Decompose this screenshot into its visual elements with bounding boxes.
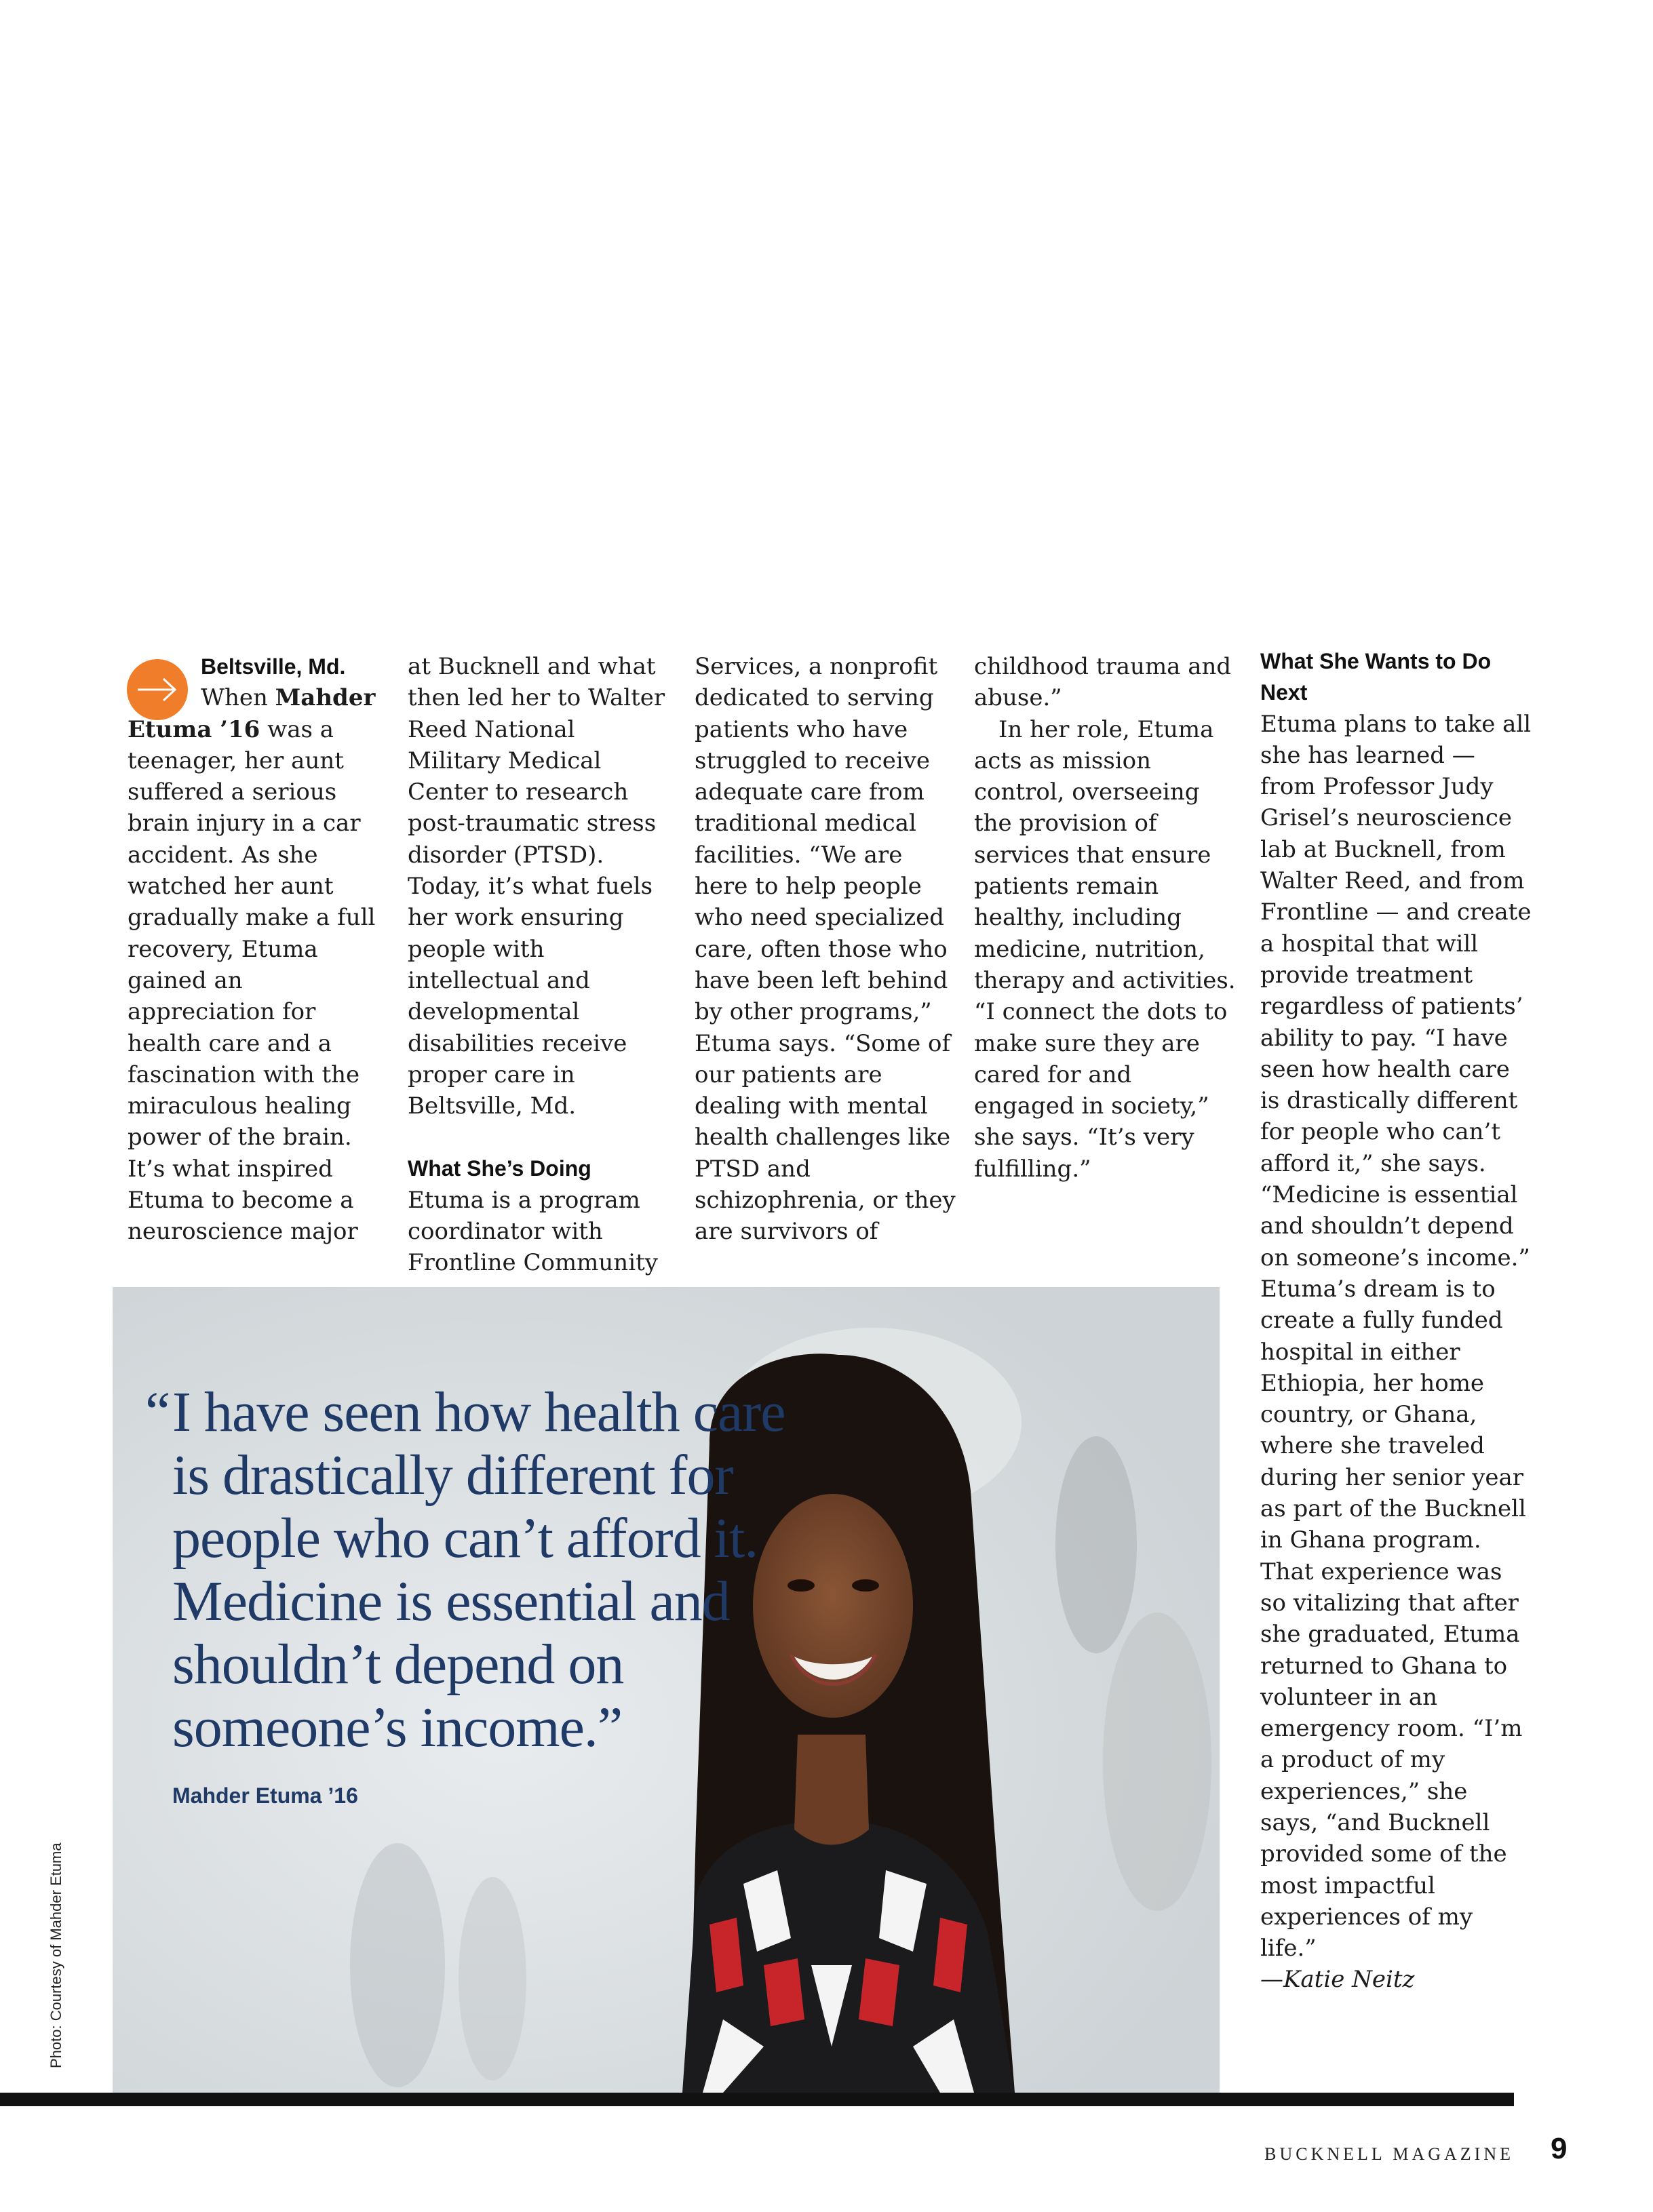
paragraph: at Bucknell and what then led her to Walter Reed National Military Medical Center to research post-traumatic stress disorder (PTSD). Today, it’s what fuels her work ensuring people with intellectual and developmental disabilities receive proper care in Beltsville, Md. <box>408 653 665 1120</box>
quote-open-mark: “ <box>145 1381 170 1444</box>
section-heading: What She’s Doing <box>408 1156 591 1181</box>
article-column-3 <box>695 651 959 1248</box>
article-column-2 <box>408 651 672 1279</box>
page-number: 9 <box>1551 2132 1568 2165</box>
lead-text-rest: was a teenager, her aunt suffered a serious brain injury in a car accident. As she watched her aunt gradually make a full recovery, Etuma gained an appreciation for health care and a fascination with the miraculous healing power of the brain. It’s what inspired Etuma to become a neuroscience major <box>128 715 376 1246</box>
lead-text-start: When <box>201 684 275 712</box>
pull-quote-text: I have seen how health care is drastically different for people who can’t afford it. Medicine is essential and shouldn’t depend on someone’s income.” <box>172 1381 785 1759</box>
dateline: Beltsville, Md. <box>201 654 346 679</box>
pull-quote <box>145 1381 798 1759</box>
paragraph: Etuma is a program coordinator with Frontline Community <box>408 1186 658 1277</box>
paragraph: In her role, Etuma acts as mission control, overseeing the provision of services that ensure patients remain healthy, including medicine, nutrition, therapy and activities. “I connect the dots to make sure they are cared for and engaged in society,” she says. “It’s very fulfilling.” <box>974 715 1236 1183</box>
footer-rule <box>0 2093 1514 2106</box>
subject-name: Mahder Etuma ’16 <box>128 684 376 743</box>
magazine-name: BUCKNELL MAGAZINE <box>1264 2144 1514 2164</box>
paragraph: childhood trauma and abuse.” <box>974 653 1232 712</box>
article-column-4 <box>974 651 1239 1185</box>
section-heading: What She Wants to Do Next <box>1260 649 1492 705</box>
photo-credit: Photo: Courtesy of Mahder Etuma <box>47 1842 64 2068</box>
paragraph: Etuma plans to take all she has learned — from Professor Judy Grisel’s neuroscience lab at Bucknell, from Walter Reed, and from Frontline — and create a hospital that will provide treatment regardless of patients’ ability to pay. “I have seen how health care is drastically different for people who can’t afford it,” she says. “Medicine is essential and shouldn’t depend on someone’s income.” Etuma’s dream is to create a fully funded hospital in either Ethiopia, her home country, or Ghana, where she traveled during her senior year as part of the Bucknell in Ghana program. That experience was so vitalizing that after she graduated, Etuma returned to Ghana to volunteer in an emergency room. “I’m a product of my experiences,” she says, “and Bucknell provided some of the most impactful experiences of my life.” <box>1260 710 1532 1962</box>
article-column-5 <box>1260 646 1532 1996</box>
article-column-1 <box>128 651 385 1248</box>
byline: —Katie Neitz <box>1260 1966 1415 1994</box>
pull-quote-attribution: Mahder Etuma ’16 <box>172 1783 358 1808</box>
lead-paragraph <box>128 682 385 1247</box>
paragraph: Services, a nonprofit dedicated to serving patients who have struggled to receive adequate care from traditional medical facilities. “We are here to help people who need specialized care, often those who have been left behind by other programs,” Etuma says. “Some of our patients are dealing with mental health challenges like PTSD and schizophrenia, or they are survivors of <box>695 653 956 1246</box>
